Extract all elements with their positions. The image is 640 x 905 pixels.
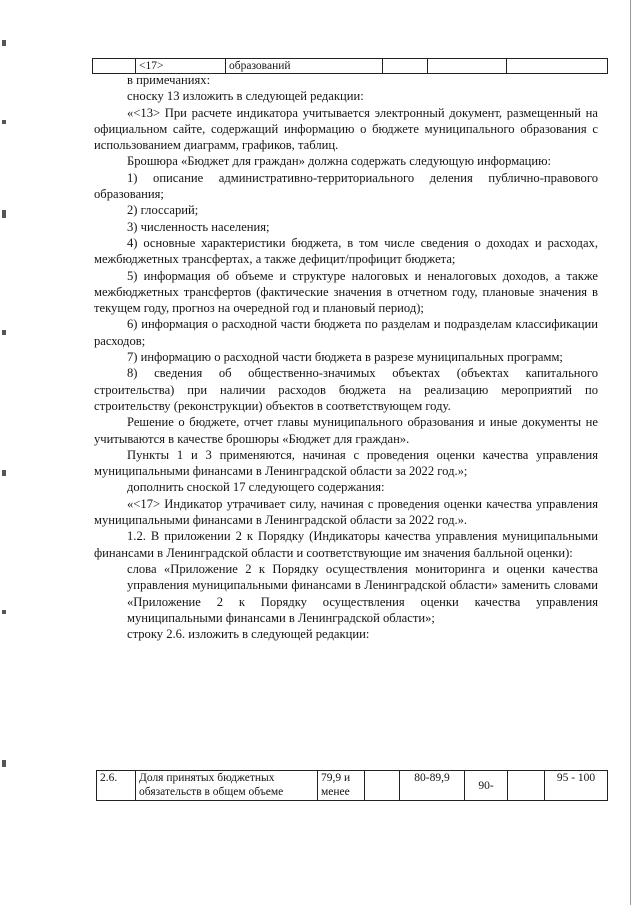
paragraph: 8) сведения об общественно-значимых объектах (объектах капитального строительства) при наличии расходов бюджета на реализацию мероприятий по строительству (реконструкции) объектов в соответствующем году. bbox=[94, 366, 598, 413]
table-cell: 90- bbox=[465, 771, 508, 801]
table-cell bbox=[508, 771, 545, 801]
scan-artifact bbox=[2, 470, 6, 476]
paragraph: «<17> Индикатор утрачивает силу, начиная с проведения оценки качества управления муниципальными финансами в Ленинградской области за 2022 год.». bbox=[94, 496, 598, 528]
paragraph: Решение о бюджете, отчет главы муниципального образования и иные документы не учитываются в качестве брошюры «Бюджет для граждан». bbox=[94, 415, 598, 446]
paragraph: 3) численность населения; bbox=[127, 219, 270, 234]
scan-artifact bbox=[2, 40, 6, 46]
scan-artifact bbox=[2, 610, 6, 614]
bottom-table bbox=[96, 770, 608, 801]
paragraph: 4) основные характеристики бюджета, в том числе сведения о доходах и расходах, межбюджетных трансфертах, а также дефицит/профицит бюджета; bbox=[94, 235, 598, 267]
paragraph: сноску 13 изложить в следующей редакции: bbox=[127, 89, 364, 104]
table-cell: 79,9 и менее bbox=[318, 771, 365, 801]
table-cell: образований bbox=[226, 59, 383, 74]
paragraph: в примечаниях: bbox=[127, 73, 211, 87]
paragraph: 2) глоссарий; bbox=[127, 203, 199, 218]
scan-left-edge bbox=[0, 0, 9, 905]
scan-artifact bbox=[2, 330, 6, 335]
document-body bbox=[94, 72, 598, 642]
paragraph: Пункты 1 и 3 применяются, начиная с проведения оценки качества управления муниципальными финансами в Ленинградской области за 2022 год.»; bbox=[94, 447, 598, 479]
paragraph: 5) информация об объеме и структуре налоговых и неналоговых доходов, а также межбюджетных трансфертов (фактические значения в отчетном году, плановые значения в текущем году, прогноз на очередной год и плановый период); bbox=[94, 268, 598, 316]
scan-artifact bbox=[2, 760, 6, 767]
scan-artifact bbox=[2, 120, 6, 124]
scan-artifact bbox=[2, 210, 6, 218]
paragraph: строку 2.6. изложить в следующей редакции: bbox=[127, 627, 370, 642]
paragraph: «<13> При расчете индикатора учитывается электронный документ, размещенный на официальном сайте, содержащий информацию о бюджете муниципального образования с использованием диаграмм, графиков, таблиц. bbox=[94, 105, 598, 153]
paragraph: слова «Приложение 2 к Порядку осуществления мониторинга и оценки качества управления муниципальными финансами в Ленинградской области» заменить словами «Приложение 2 к Порядку осуществления оценки качества управления муниципальными финансами в Ленинградской области»; bbox=[127, 561, 598, 625]
table-cell: <17> bbox=[136, 59, 226, 74]
indicator-name: Доля принятых бюджетных обязательств в общем объеме bbox=[136, 771, 318, 801]
scan-right-edge bbox=[630, 0, 631, 905]
paragraph: 1.2. В приложении 2 к Порядку (Индикаторы качества управления муниципальными финансами в Ленинградской области и соответствующие им значения балльной оценки): bbox=[94, 529, 598, 560]
paragraph: Брошюра «Бюджет для граждан» должна содержать следующую информацию: bbox=[127, 154, 552, 169]
table-cell: 95 - 100 bbox=[545, 771, 608, 801]
paragraph: дополнить сноской 17 следующего содержания: bbox=[127, 480, 385, 495]
paragraph: 7) информацию о расходной части бюджета в разрезе муниципальных программ; bbox=[127, 350, 563, 365]
table-cell bbox=[365, 771, 400, 801]
table-cell: 80-89,9 bbox=[400, 771, 465, 801]
row-number: 2.6. bbox=[97, 771, 136, 801]
paragraph: 6) информация о расходной части бюджета по разделам и подразделам классификации расходов; bbox=[94, 317, 598, 348]
paragraph: 1) описание административно-территориального деления публично-правового образования; bbox=[94, 170, 598, 202]
